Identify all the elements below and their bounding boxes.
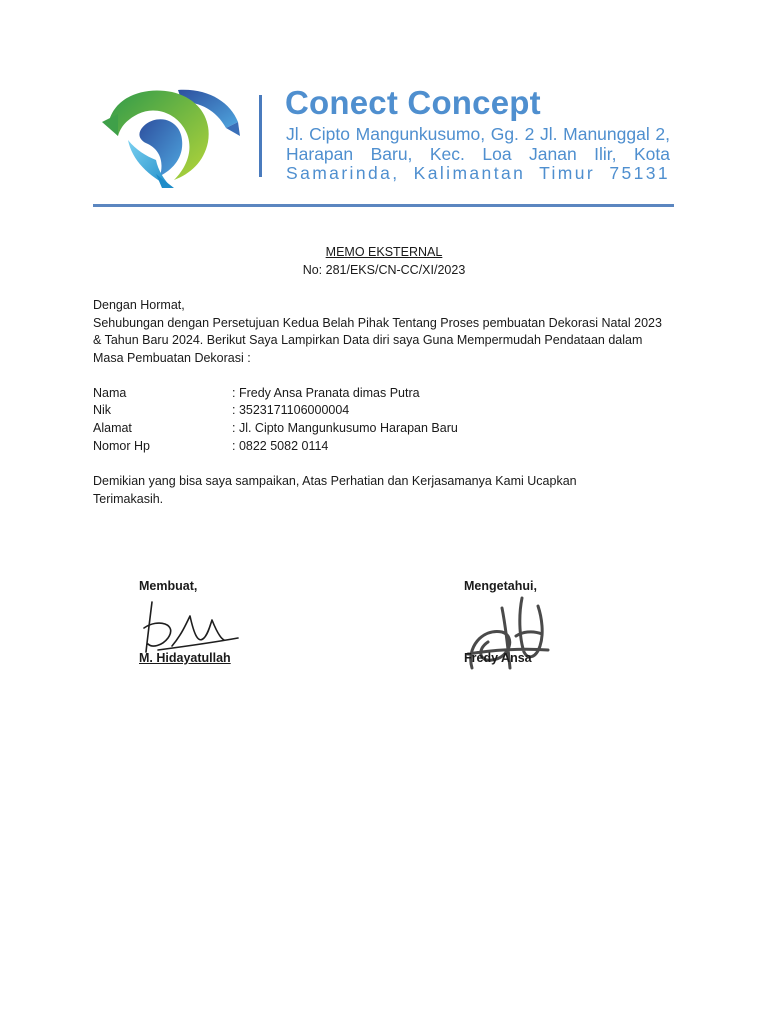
paragraph-line: & Tahun Baru 2024. Berikut Saya Lampirkan Data diri saya Guna Mempermudah Pendataan dalam — [93, 333, 643, 347]
paragraph-line: Masa Pembuatan Dekorasi : — [93, 351, 251, 365]
company-name: Conect Concept — [285, 84, 541, 121]
letterhead-divider — [259, 95, 262, 177]
closing-line: Terimakasih. — [93, 492, 164, 506]
signature-name-creator: M. Hidayatullah — [139, 651, 231, 665]
signature-name-acknowledger: Fredy Ansa — [464, 651, 532, 665]
signature-heading-acknowledger: Mengetahui, — [464, 579, 537, 593]
detail-label-nik: Nik — [93, 403, 112, 417]
signature-hidayatullah-icon — [138, 594, 243, 658]
company-address-line2: Harapan Baru, Kec. Loa Janan Ilir, Kota — [286, 144, 670, 164]
detail-label-alamat: Alamat — [93, 421, 132, 435]
detail-label-nomor-hp: Nomor Hp — [93, 439, 150, 453]
conect-concept-logo-icon — [98, 84, 243, 192]
memo-title: MEMO EKSTERNAL — [325, 245, 443, 259]
detail-value-alamat: : Jl. Cipto Mangunkusumo Harapan Baru — [232, 421, 458, 435]
detail-value-nomor-hp: : 0822 5082 0114 — [232, 439, 329, 453]
closing-line: Demikian yang bisa saya sampaikan, Atas Perhatian dan Kerjasamanya Kami Ucapkan — [93, 474, 577, 488]
company-address-line3: Samarinda, Kalimantan Timur 75131 — [286, 163, 670, 183]
letterhead-rule — [93, 204, 674, 207]
detail-value-nik: : 3523171106000004 — [232, 403, 350, 417]
company-address-line1: Jl. Cipto Mangunkusumo, Gg. 2 Jl. Manunggal 2, — [286, 124, 670, 144]
greeting: Dengan Hormat, — [93, 298, 185, 312]
memo-number: No: 281/EKS/CN-CC/XI/2023 — [302, 263, 466, 277]
detail-label-nama: Nama — [93, 386, 127, 400]
paragraph-line: Sehubungan dengan Persetujuan Kedua Belah Pihak Tentang Proses pembuatan Dekorasi Natal 2023 — [93, 316, 662, 330]
signature-heading-creator: Membuat, — [139, 579, 198, 593]
detail-value-nama: : Fredy Ansa Pranata dimas Putra — [232, 386, 420, 400]
